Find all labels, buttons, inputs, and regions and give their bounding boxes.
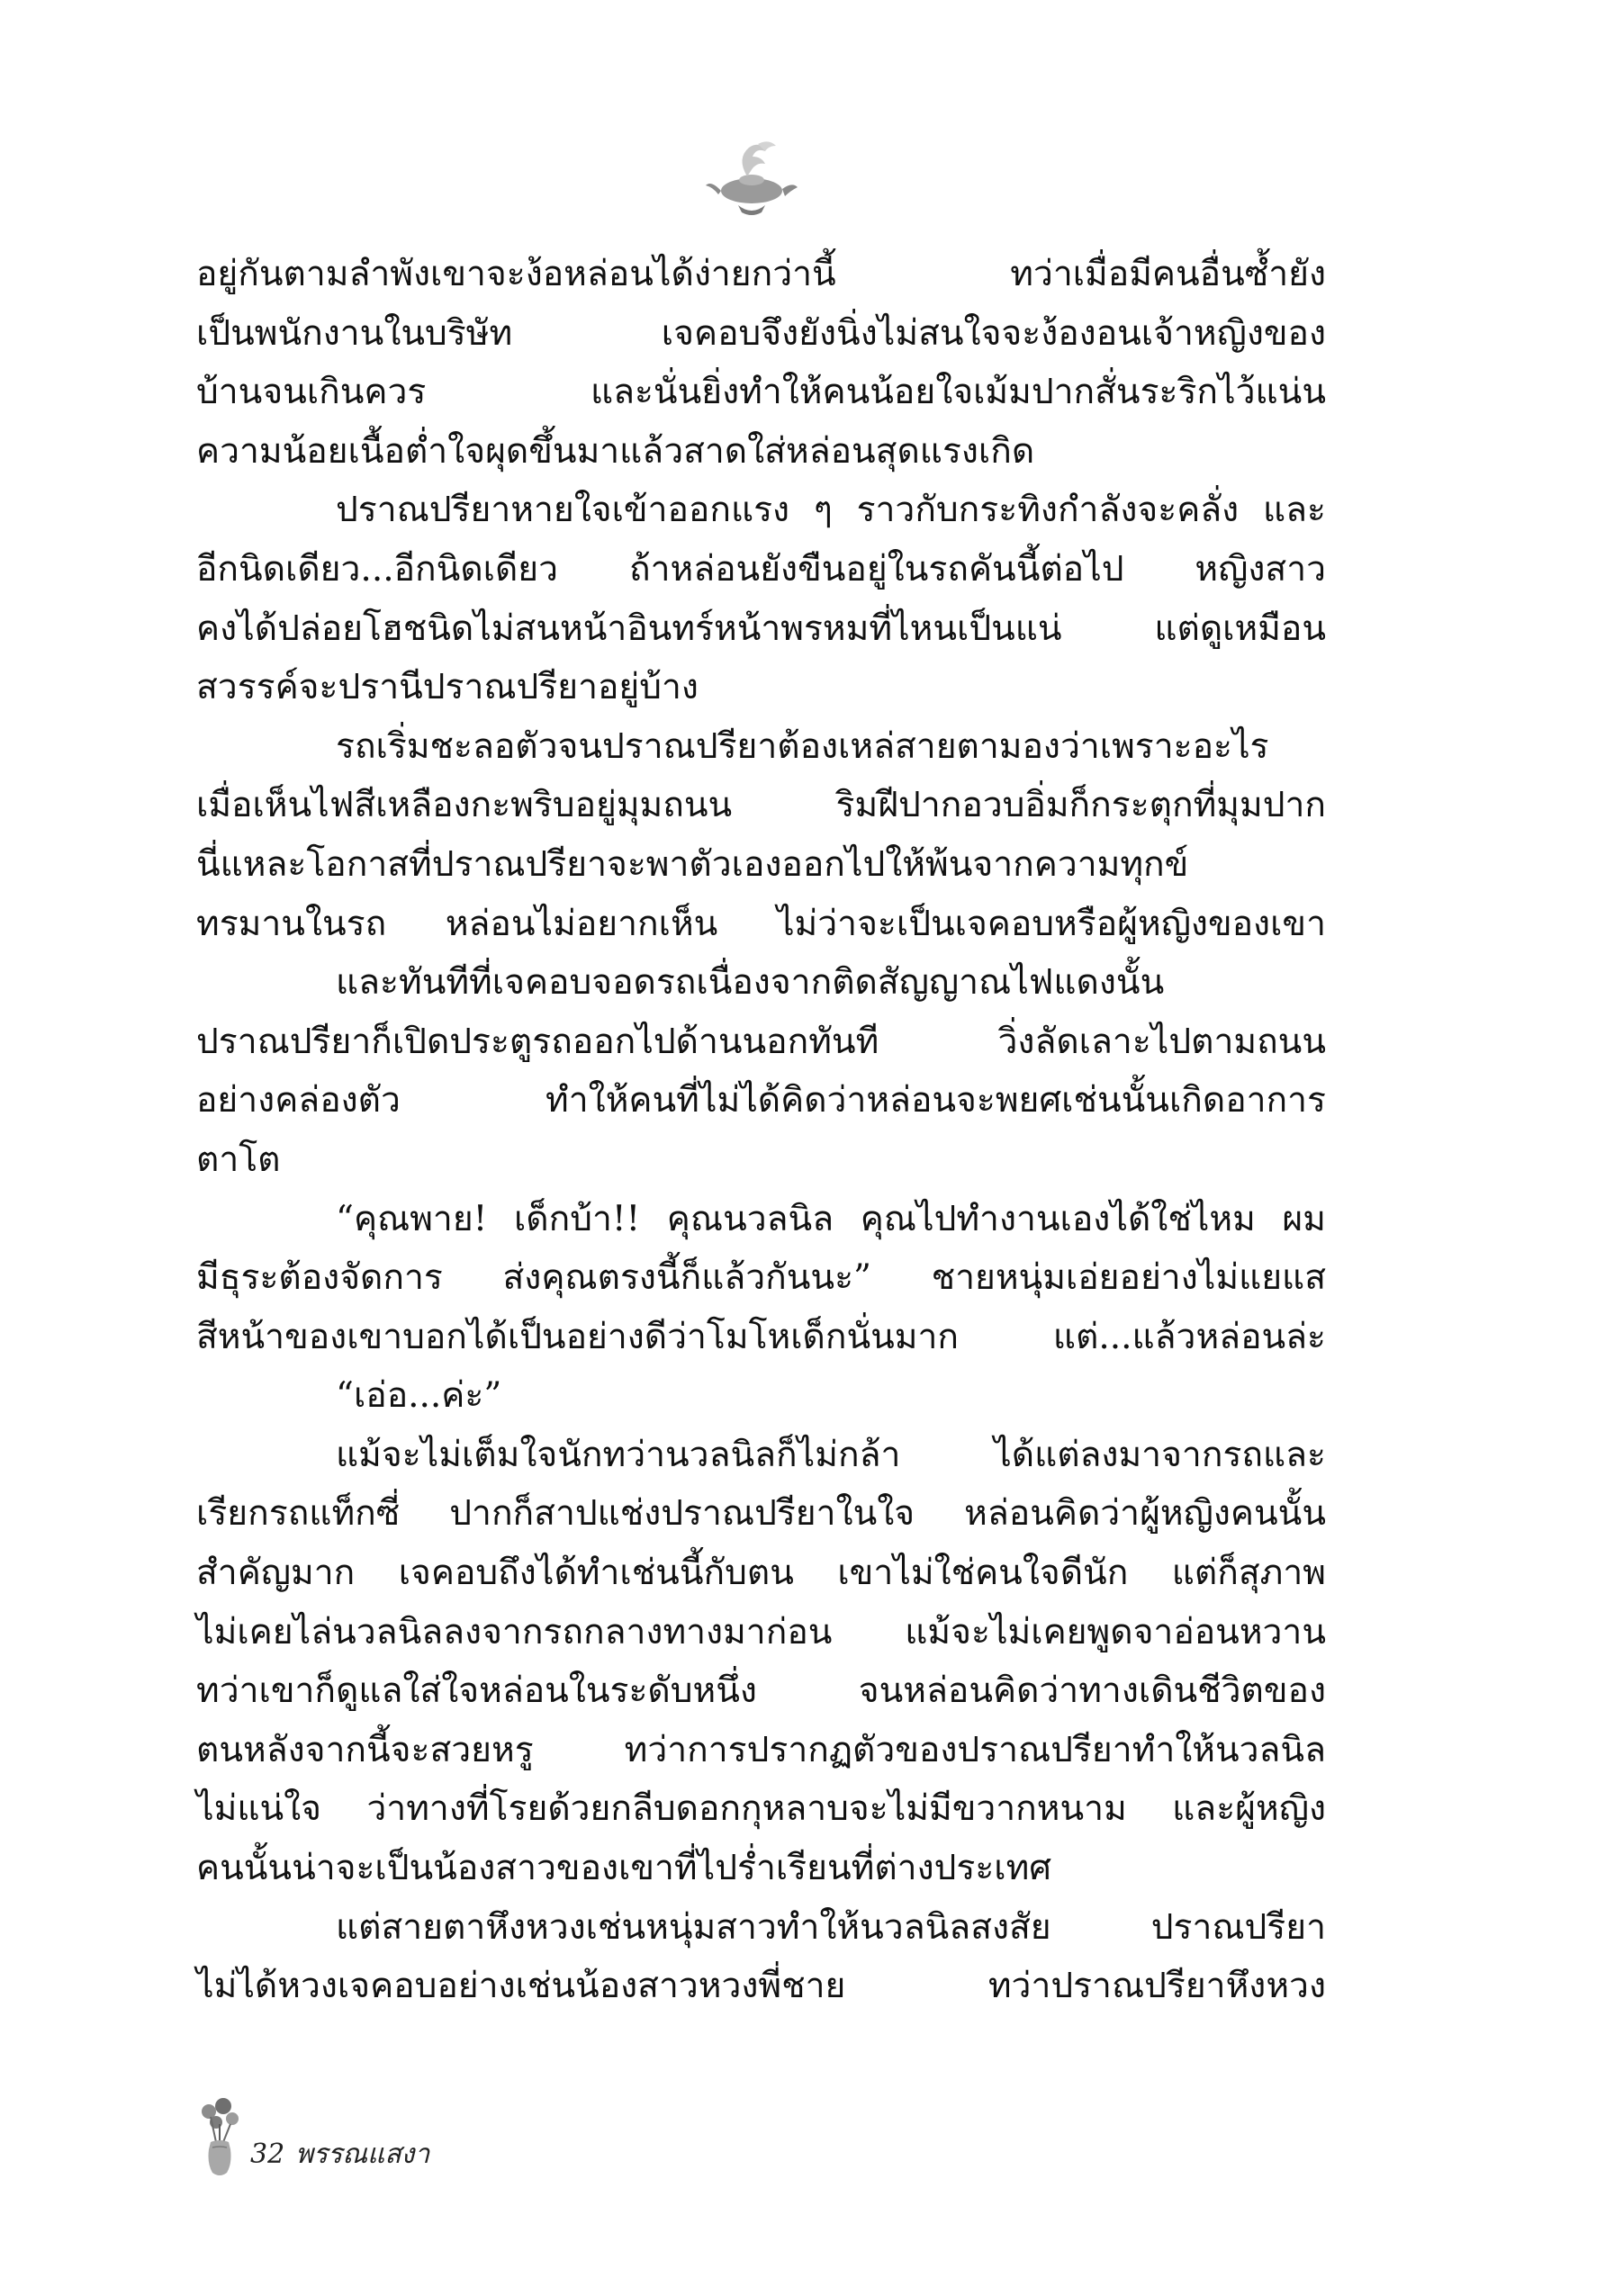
text-line: ทรมานในรถ หล่อนไม่อยากเห็น ไม่ว่าจะเป็นเจคอบหรือผู้หญิงของเขา	[196, 903, 1326, 944]
text-line: ปราณปรียาก็เปิดประตูรถออกไปด้านนอกทันที วิ่งลัดเลาะไปตามถนน	[196, 1021, 1326, 1062]
text-line: อย่างคล่องตัว ทำให้คนที่ไม่ได้คิดว่าหล่อนจะพยศเช่นนั้นเกิดอาการ	[196, 1080, 1326, 1121]
text-line: “คุณพาย! เด็กบ้า!! คุณนวลนิล คุณไปทำงานเองได้ใช่ไหม ผม	[336, 1198, 1326, 1239]
text-line: เมื่อเห็นไฟสีเหลืองกะพริบอยู่มุมถนน ริมฝีปากอวบอิ่มก็กระตุกที่มุมปาก	[196, 785, 1326, 826]
text-line: เป็นพนักงานในบริษัท เจคอบจึงยังนิ่งไม่สนใจจะง้องอนเจ้าหญิงของ	[196, 312, 1326, 354]
text-line: คนนั้นน่าจะเป็นน้องสาวของเขาที่ไปร่ำเรียนที่ต่างประเทศ	[196, 1848, 1052, 1889]
flower-vase-icon	[196, 2097, 243, 2180]
text-line: ตาโต	[196, 1139, 281, 1180]
page-folio	[250, 2133, 429, 2175]
text-line: ไม่เคยไล่นวลนิลลงจากรถกลางทางมาก่อน แม้จะไม่เคยพูดจาอ่อนหวาน	[196, 1611, 1326, 1652]
body-text	[196, 245, 1326, 2016]
text-line: ตนหลังจากนี้จะสวยหรู ทว่าการปรากฏตัวของปราณปรียาทำให้นวลนิล	[196, 1729, 1326, 1770]
text-line: สวรรค์จะปรานีปราณปรียาอยู่บ้าง	[196, 667, 699, 708]
text-line: ทว่าเขาก็ดูแลใส่ใจหล่อนในระดับหนึ่ง จนหล่อนคิดว่าทางเดินชีวิตของ	[196, 1670, 1326, 1712]
text-line: ปราณปรียาหายใจเข้าออกแรง ๆ ราวกับกระทิงกำลังจะคลั่ง และ	[336, 490, 1326, 531]
text-line: มีธุระต้องจัดการ ส่งคุณตรงนี้ก็แล้วกันนะ” ชายหนุ่มเอ่ยอย่างไม่แยแส	[196, 1257, 1326, 1299]
text-line: อยู่กันตามลำพังเขาจะง้อหล่อนได้ง่ายกว่านี้ ทว่าเมื่อมีคนอื่นซ้ำยัง	[196, 254, 1326, 294]
text-line: รถเริ่มชะลอตัวจนปราณปรียาต้องเหล่สายตามองว่าเพราะอะไร	[336, 725, 1269, 767]
text-line: “เอ่อ...ค่ะ”	[336, 1375, 502, 1417]
text-line: ไม่ได้หวงเจคอบอย่างเช่นน้องสาวหวงพี่ชาย ทว่าปราณปรียาหึงหวง	[196, 1966, 1326, 2007]
page-number: 32	[250, 2138, 285, 2170]
text-line: แม้จะไม่เต็มใจนักทว่านวลนิลก็ไม่กล้า ได้แต่ลงมาจากรถและ	[336, 1434, 1326, 1475]
page-footer	[196, 2097, 556, 2187]
text-line: ความน้อยเนื้อต่ำใจผุดขึ้นมาแล้วสาดใส่หล่อนสุดแรงเกิด	[196, 430, 1035, 472]
text-line: เรียกรถแท็กซี่ ปากก็สาปแช่งปราณปรียาในใจ หล่อนคิดว่าผู้หญิงคนนั้น	[196, 1493, 1326, 1535]
text-line: สำคัญมาก เจคอบถึงได้ทำเช่นนี้กับตน เขาไม่ใช่คนใจดีนัก แต่ก็สุภาพ	[196, 1553, 1326, 1594]
author-name: พรรณแสงา	[295, 2138, 430, 2170]
genie-lamp-icon	[702, 135, 801, 221]
text-line: อีกนิดเดียว...อีกนิดเดียว ถ้าหล่อนยังขืนอยู่ในรถคันนี้ต่อไป หญิงสาว	[196, 548, 1326, 590]
text-line: แต่สายตาหึงหวงเช่นหนุ่มสาวทำให้นวลนิลสงสัย ปราณปรียา	[336, 1906, 1326, 1948]
text-line: บ้านจนเกินควร และนั่นยิ่งทำให้คนน้อยใจเม้มปากสั่นระริกไว้แน่น	[196, 372, 1326, 413]
text-line: สีหน้าของเขาบอกได้เป็นอย่างดีว่าโมโหเด็กนั่นมาก แต่...แล้วหล่อนล่ะ	[196, 1316, 1326, 1357]
text-line: ไม่แน่ใจ ว่าทางที่โรยด้วยกลีบดอกกุหลาบจะไม่มีขวากหนาม และผู้หญิง	[196, 1788, 1326, 1830]
text-line: คงได้ปล่อยโฮชนิดไม่สนหน้าอินทร์หน้าพรหมที่ไหนเป็นแน่ แต่ดูเหมือน	[196, 608, 1326, 649]
text-line: และทันทีที่เจคอบจอดรถเนื่องจากติดสัญญาณไฟแดงนั้น	[336, 962, 1165, 1004]
text-line: นี่แหละโอกาสที่ปราณปรียาจะพาตัวเองออกไปให้พ้นจากความทุกข์	[196, 843, 1189, 885]
